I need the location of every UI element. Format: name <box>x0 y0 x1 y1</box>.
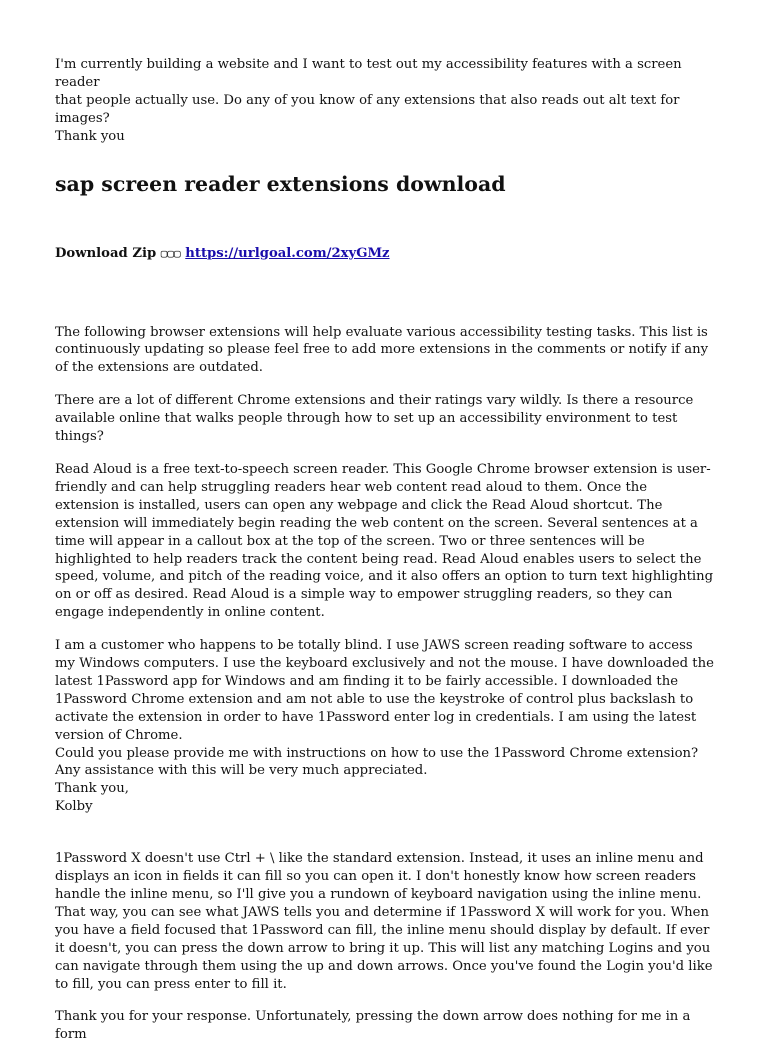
paragraph-chrome-question: There are a lot of different Chrome extensions and their ratings vary wildly. Is there a resource available online that walks people through how to set up an accessibility environment to test things? <box>55 393 694 445</box>
article <box>55 56 715 1044</box>
letter-closing: Thank you, <box>55 781 129 797</box>
paragraph-followup: Thank you for your response. Unfortunately, pressing the down arrow does nothing for me in a form <box>55 1009 691 1043</box>
intro-line: I'm currently building a website and I want to test out my accessibility features with a screen reader <box>55 57 682 90</box>
arrow-glyphs-icon: ▢▢▢ <box>160 246 181 260</box>
intro-line: that people actually use. Do any of you know of any extensions that also reads out alt text for <box>55 92 680 108</box>
intro-line: Thank you <box>55 128 125 144</box>
spacer <box>55 263 715 324</box>
paragraph-read-aloud: Read Aloud is a free text-to-speech screen reader. This Google Chrome browser extension is user-friendly and can help struggling readers hear web content read aloud to them. Once the extension is installed, users can open any webpage and click the Read Aloud shortcut. The extension will immediately begin reading the web content on the screen. Several sentences at a time will appear in a callout box at the top of the screen. Two or three sentences will be highlighted to help readers track the content being read. Read Aloud enables users to select the speed, volume, and pitch of the reading voice, and it also offers an option to turn text highlighting on or off as desired. Read Aloud is a simple way to empower struggling readers, so they can engage independently in online content. <box>55 461 714 621</box>
page-title: sap screen reader extensions download <box>55 171 506 196</box>
intro-question <box>55 56 715 146</box>
paragraph-reply: 1Password X doesn't use Ctrl + \ like the standard extension. Instead, it uses an inline menu and displays an icon in fields it can fill so you can open it. I don't honestly know how screen readers handle the inline menu, so I'll give you a rundown of keyboard navigation using the inline menu. That way, you can see what JAWS tells you and determine if 1Password X will work for you. When you have a field focused that 1Password can fill, the inline menu should display by default. If ever it doesn't, you can press the down arrow to bring it up. This will list any matching Logins and you can navigate through them using the up and down arrows. Once you've found the Login you'd like to fill, you can press enter to fill it. <box>55 851 713 992</box>
download-link[interactable]: https://urlgoal.com/2xyGMz <box>185 245 390 261</box>
download-label: Download Zip <box>55 245 157 261</box>
download-line <box>55 245 715 263</box>
intro-line: images? <box>55 110 110 126</box>
letter-request: Could you please provide me with instructions on how to use the 1Password Chrome extension? Any assistance with this will be very much appreciated. <box>55 745 699 779</box>
spacer <box>55 816 715 850</box>
letter-signature: Kolby <box>55 799 93 815</box>
letter-body: I am a customer who happens to be totally blind. I use JAWS screen reading software to access my Windows computers. I use the keyboard exclusively and not the mouse. I have downloaded the latest 1Password app for Windows and am finding it to be fairly accessible. I downloaded the 1Password Chrome extension and am not able to use the keystroke of control plus backslash to activate the extension in order to have 1Password enter log in credentials. I am using the latest version of Chrome. <box>55 638 714 743</box>
paragraph-extensions: The following browser extensions will help evaluate various accessibility testing tasks. This list is continuously updating so please feel free to add more extensions in the comments or notify if any of the extensions are outdated. <box>55 324 709 376</box>
